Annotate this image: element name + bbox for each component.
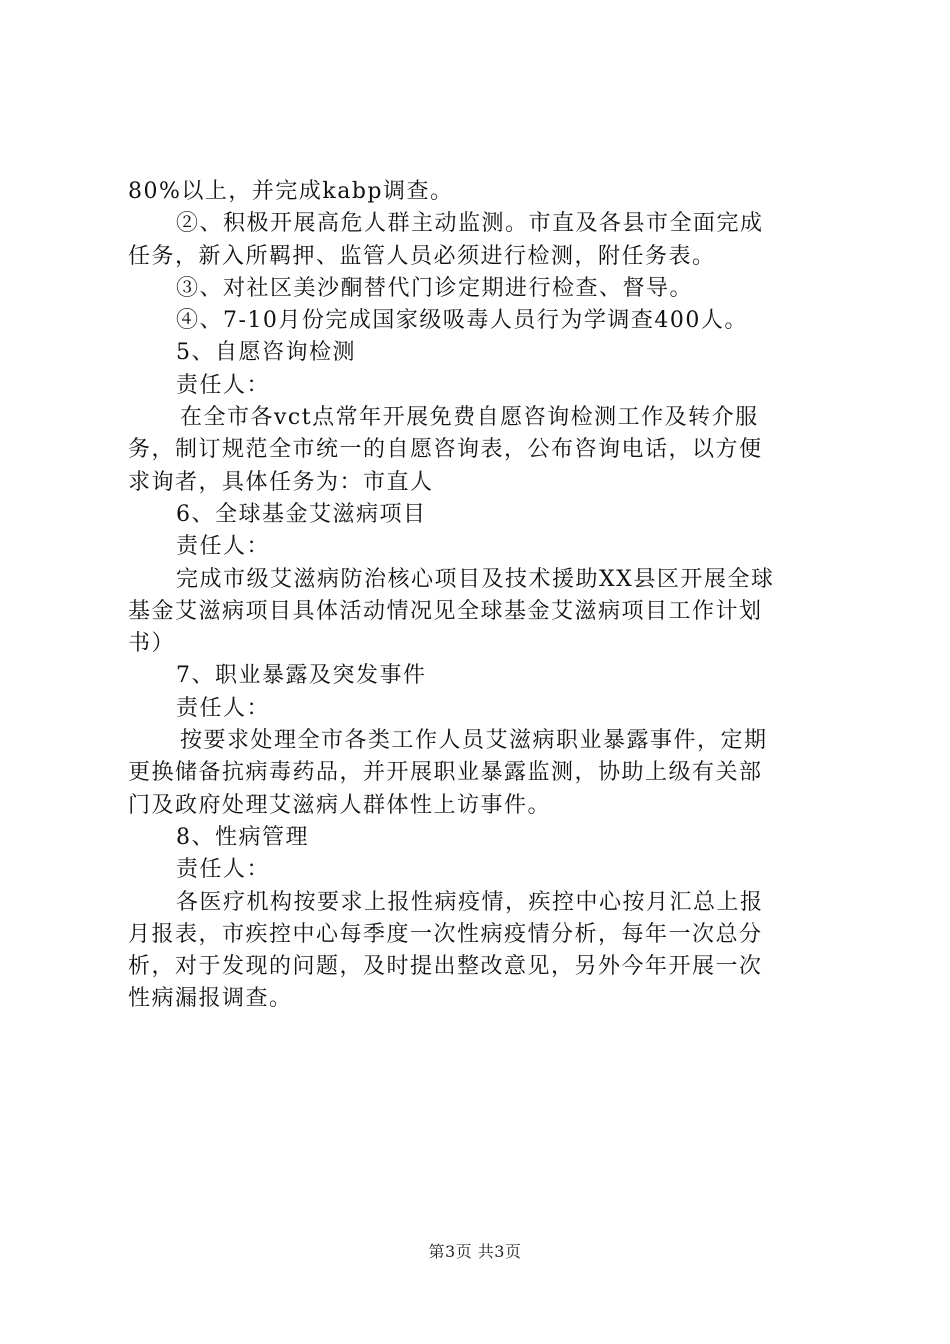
text-line: 基金艾滋病项目具体活动情况见全球基金艾滋病项目工作计划 [128, 598, 763, 624]
section-heading: 8、性病管理 [176, 824, 309, 850]
text-line: 求询者，具体任务为：市直人 [128, 469, 434, 495]
text-line: 门及政府处理艾滋病人群体性上访事件。 [128, 792, 552, 818]
responsible-person-label: 责任人： [176, 695, 271, 721]
responsible-person-label: 责任人： [176, 534, 271, 560]
section-heading: 5、自愿咨询检测 [176, 340, 356, 366]
text-line: 析，对于发现的问题，及时提出整改意见，另外今年开展一次 [128, 954, 763, 980]
text-line: 各医疗机构按要求上报性病疫情，疾控中心按月汇总上报 [176, 889, 764, 915]
page-number-footer: 第3页 共3页 [428, 1242, 522, 1261]
section-heading: 7、职业暴露及突发事件 [176, 663, 427, 689]
text-line: 80%以上，并完成kabp调查。 [128, 179, 454, 204]
responsible-person-label: 责任人： [176, 857, 271, 883]
text-line: 在全市各vct点常年开展免费自愿咨询检测工作及转介服 [180, 405, 759, 431]
text-line: 完成市级艾滋病防治核心项目及技术援助XX县区开展全球 [176, 566, 775, 592]
document-body [128, 176, 832, 1016]
text-line: 书） [128, 631, 176, 657]
text-line: 月报表，市疾控中心每季度一次性病疫情分析，每年一次总分 [128, 921, 763, 947]
text-line: ③、对社区美沙酮替代门诊定期进行检查、督导。 [176, 275, 694, 301]
text-line: 务，制订规范全市统一的自愿咨询表，公布咨询电话，以方便 [128, 437, 763, 463]
text-line: ②、积极开展高危人群主动监测。市直及各县市全面完成 [176, 211, 764, 237]
text-line: 任务，新入所羁押、监管人员必须进行检测，附任务表。 [128, 243, 716, 269]
text-line: 按要求处理全市各类工作人员艾滋病职业暴露事件，定期 [180, 728, 768, 754]
text-line: ④、7-10月份完成国家级吸毒人员行为学调查400人。 [176, 308, 748, 334]
text-line: 性病漏报调查。 [128, 986, 293, 1012]
section-heading: 6、全球基金艾滋病项目 [176, 501, 427, 527]
text-line: 更换储备抗病毒药品，并开展职业暴露监测，协助上级有关部 [128, 760, 763, 786]
responsible-person-label: 责任人： [176, 372, 271, 398]
